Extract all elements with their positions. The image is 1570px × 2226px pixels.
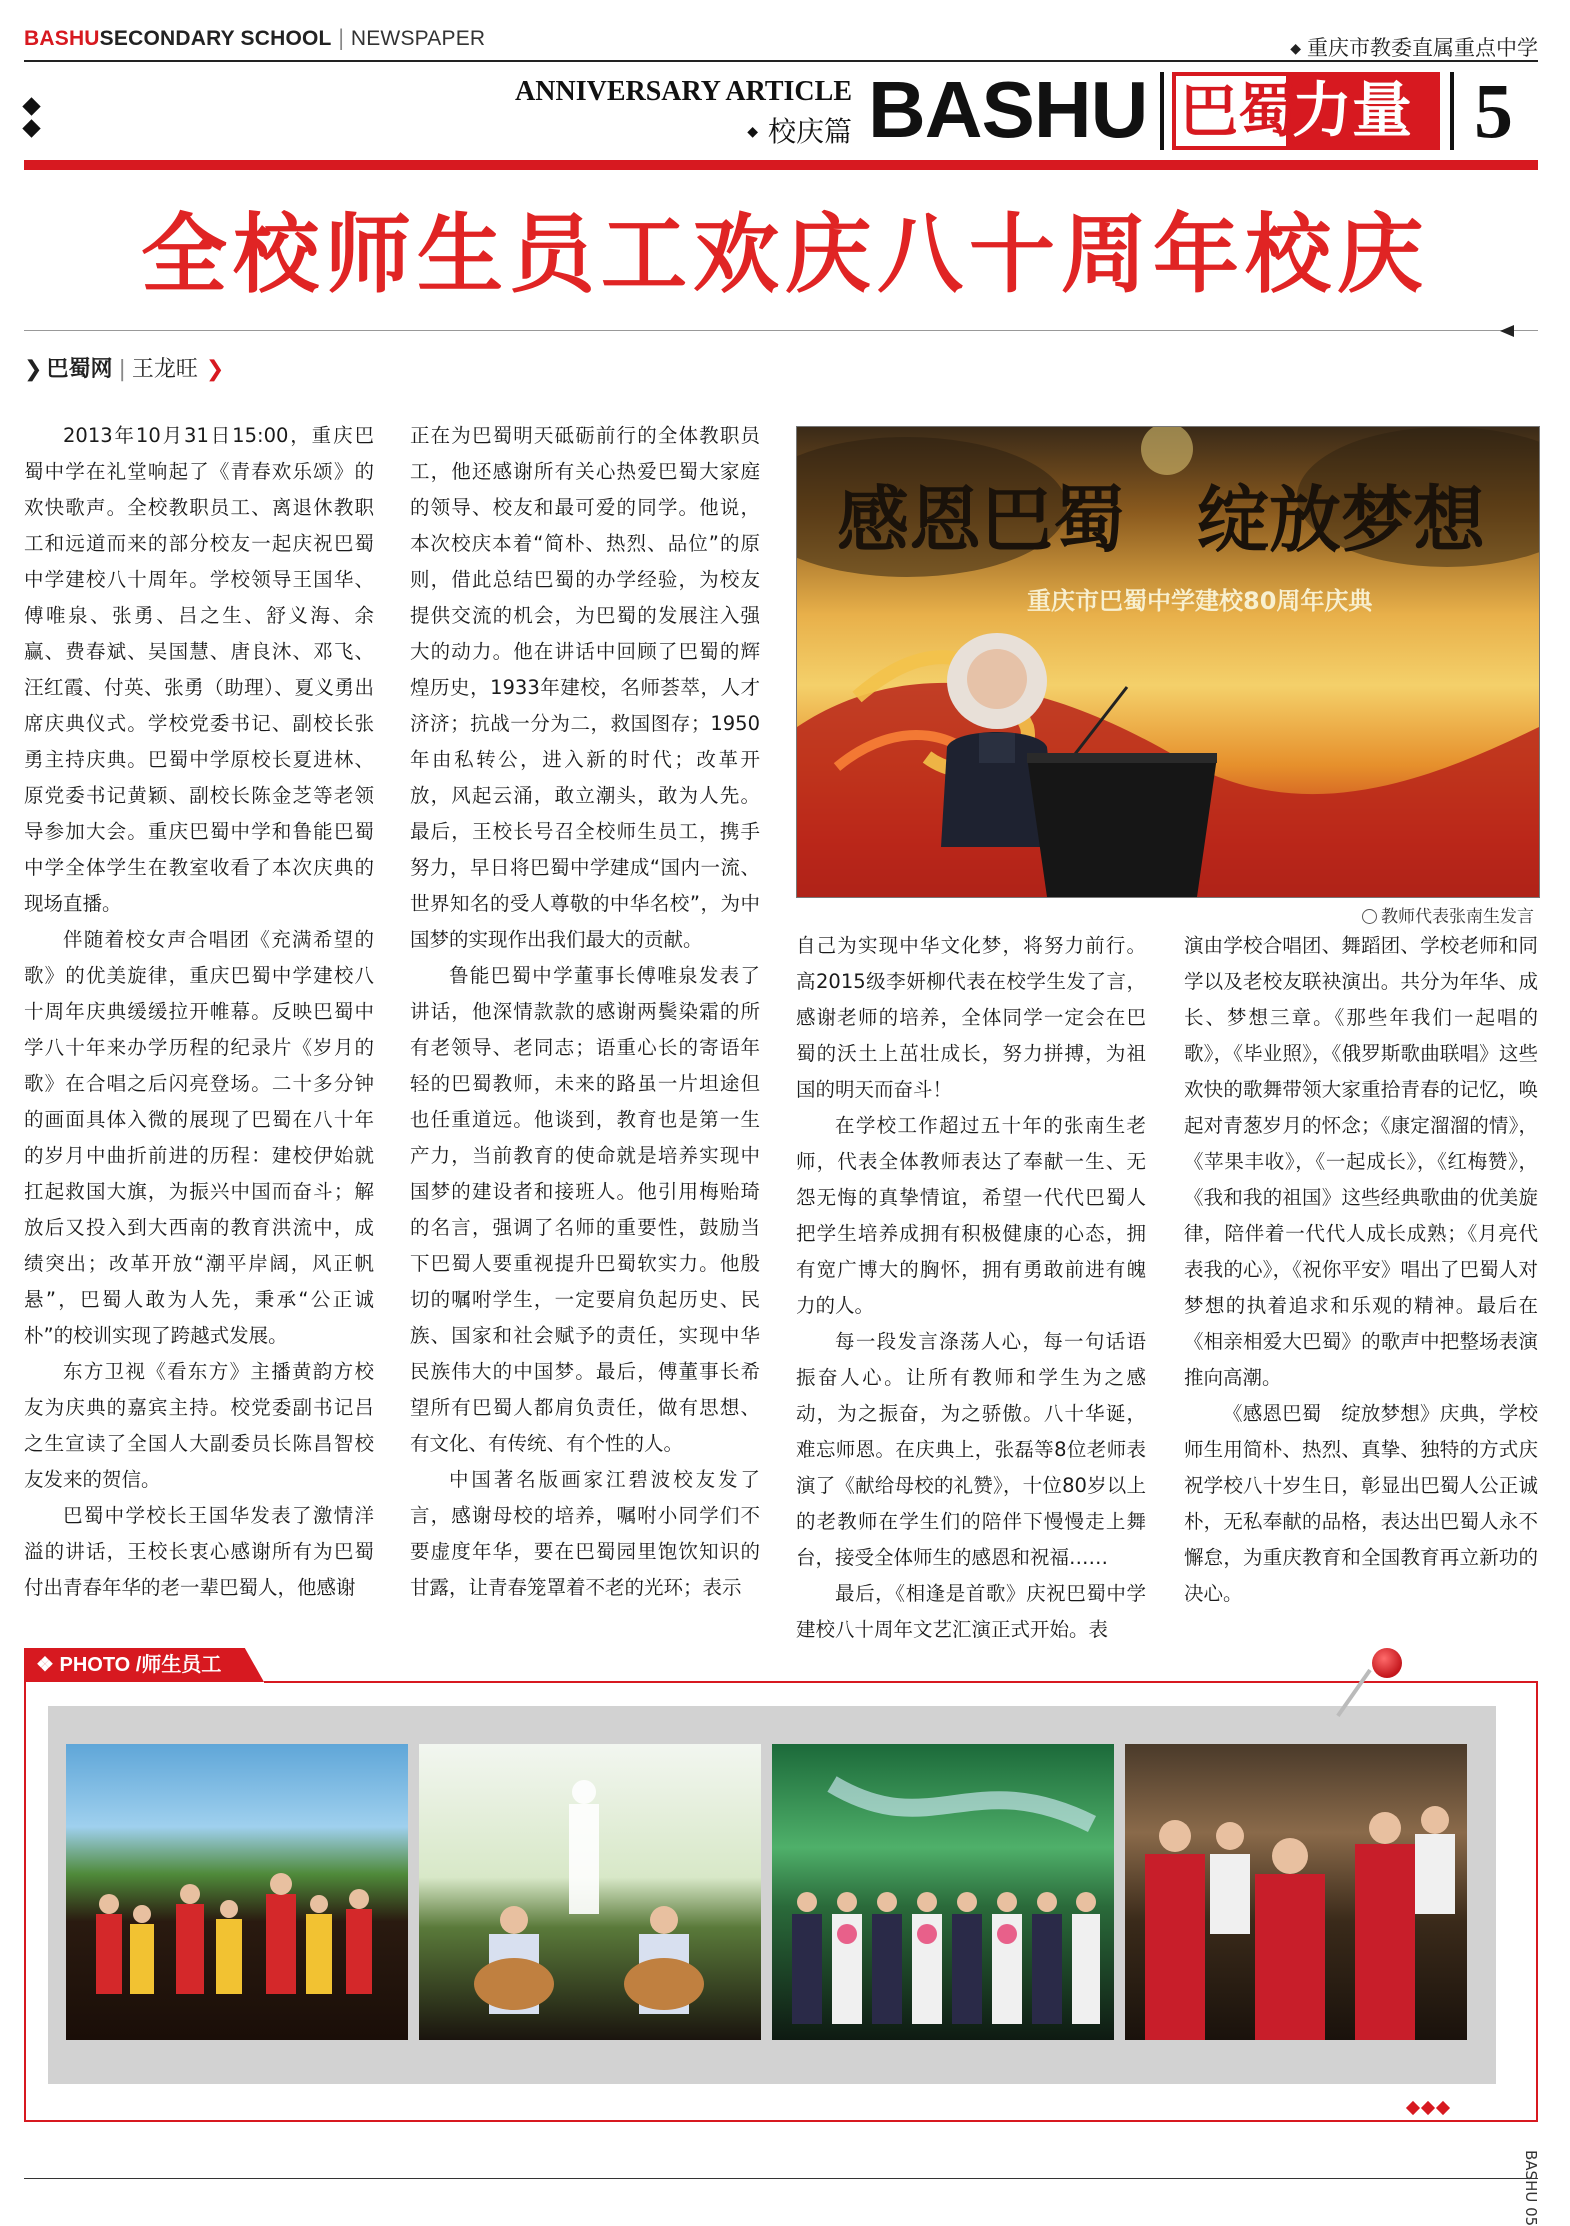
- byline-rule: [24, 330, 1538, 331]
- main-photo: [796, 426, 1540, 898]
- masthead-right-text: 重庆市教委直属重点中学: [1307, 36, 1538, 60]
- photo-strip-rule: [264, 1681, 1538, 1683]
- divider: [1160, 72, 1164, 150]
- byline-source: 巴蜀网: [46, 357, 113, 382]
- masthead-section: NEWSPAPER: [350, 27, 486, 50]
- article-column-4: [1184, 928, 1538, 1612]
- side-page-tag: BASHU 05: [1522, 2150, 1540, 2226]
- masthead-separator: |: [337, 26, 345, 50]
- diamond-ornament-icon: [22, 100, 42, 144]
- main-photo-illustration: [797, 427, 1539, 897]
- paragraph: 中国著名版画家江碧波校友发了言，感谢母校的培养，嘱咐小同学们不要虚度年华，要在巴蜀园里饱饮知识的甘露，让青春笼罩着不老的光环；表示: [410, 1468, 760, 1599]
- divider: [1450, 72, 1454, 150]
- photo-thumbnail-guitar: [419, 1744, 761, 2040]
- page-number: 5: [1474, 67, 1513, 154]
- paragraph: 正在为巴蜀明天砥砺前行的全体教职员工，他还感谢所有关心热爱巴蜀大家庭的领导、校友和最可爱的同学。他说，本次校庆本着“简朴、热烈、品位”的原则，借此总结巴蜀的办学经验，为校友提供交流的机会，为巴蜀的发展注入强大的动力。他在讲话中回顾了巴蜀的辉煌历史，1933年建校，名师荟萃，人才济济；抗战一分为二，救国图存；1950年由私转公，进入新的时代；改革开放，风起云涌，敢立潮头，敢为人先。最后，王校长号召全校师生员工，携手努力，早日将巴蜀中学建成“国内一流、世界知名的受人尊敬的中华名校”，为中国梦的实现作出我们最大的贡献。: [410, 424, 760, 951]
- masthead-right: [1290, 32, 1538, 62]
- anniversary-title-cn-text: 校庆篇: [767, 115, 852, 148]
- page-bottom-rule: [24, 2178, 1538, 2179]
- photo-strip-frame: [24, 1681, 26, 2121]
- byline: [24, 352, 224, 383]
- chevron-right-icon: ❯: [205, 357, 225, 382]
- photo-thumbnail-flowers: [772, 1744, 1114, 2040]
- red-rule: [24, 160, 1538, 170]
- photo-thumbnail-choir: [1125, 1744, 1467, 2040]
- anniversary-title-cn: [747, 110, 852, 150]
- bashu-wordmark: BASHU: [868, 65, 1148, 154]
- paragraph: 《感恩巴蜀 绽放梦想》庆典，学校师生用简朴、热烈、真挚、独特的方式庆祝学校八十岁生日，彰显出巴蜀人公正诚朴，无私奉献的品格，表达出巴蜀人永不懈怠，为重庆教育和全国教育再立新功的决心。: [1184, 1402, 1538, 1605]
- photo-banner-text: 感恩巴蜀 绽放梦想: [837, 477, 1486, 562]
- logo-left-text: 巴蜀: [1180, 77, 1297, 145]
- paragraph: 2013年10月31日15:00，重庆巴蜀中学在礼堂响起了《青春欢乐颂》的欢快歌声。全校教职员工、离退休教职工和远道而来的部分校友一起庆祝巴蜀中学建校八十周年。学校领导王国华、傅唯泉、张勇、吕之生、舒义海、余赢、费春斌、吴国慧、唐良沐、邓飞、汪红霞、付英、张勇（助理）、夏义勇出席庆典仪式。学校党委书记、副校长张勇主持庆典。巴蜀中学原校长夏进林、原党委书记黄颖、副校长陈金芝等老领导参加大会。重庆巴蜀中学和鲁能巴蜀中学全体学生在教室收看了本次庆典的现场直播。: [24, 424, 374, 915]
- paragraph: 东方卫视《看东方》主播黄韵方校友为庆典的嘉宾主持。校党委副书记吕之生宣读了全国人大副委员长陈昌智校友发来的贺信。: [24, 1360, 374, 1491]
- push-pin-icon: [1372, 1648, 1402, 1678]
- photo-section-label: ❖ PHOTO /师生员工: [36, 1654, 222, 1676]
- byline-separator: |: [118, 357, 126, 382]
- masthead-rule: [24, 60, 1538, 62]
- paragraph: 鲁能巴蜀中学董事长傅唯泉发表了讲话，他深情款款的感谢两鬓染霜的所有老领导、老同志；语重心长的寄语年轻的巴蜀教师，未来的路虽一片坦途但也任重道远。他谈到，教育也是第一生产力，当前教育的使命就是培养实现中国梦的建设者和接班人。他引用梅贻琦的名言，强调了名师的重要性，鼓励当下巴蜀人要重视提升巴蜀软实力。他殷切的嘱咐学生，一定要肩负起历史、民族、国家和社会赋予的责任，实现中华民族伟大的中国梦。最后，傅董事长希望所有巴蜀人都肩负责任，做有思想、有文化、有传统、有个性的人。: [410, 964, 760, 1455]
- byline-author: 王龙旺: [131, 357, 198, 382]
- masthead-school-black: SECONDARY SCHOOL: [99, 27, 332, 50]
- paragraph: 自己为实现中华文化梦，将努力前行。高2015级李妍柳代表在校学生发了言，感谢老师的培养，全体同学一定会在巴蜀的沃土上茁壮成长，努力拼搏，为祖国的明天而奋斗！: [796, 934, 1146, 1101]
- diamond-icon: ◆: [747, 124, 758, 140]
- paragraph: 每一段发言涤荡人心，每一句话语振奋人心。让所有教师和学生为之感动，为之振奋，为之骄傲。八十华诞，难忘师恩。在庆典上，张磊等8位老师表演了《献给母校的礼赞》，十位80岁以上的老教师在学生们的陪伴下慢慢走上舞台，接受全体师生的感恩和祝福……: [796, 1330, 1146, 1569]
- paragraph: 演由学校合唱团、舞蹈团、学校老师和同学以及老校友联袂演出。共分为年华、成长、梦想三章。《那些年我们一起唱的歌》，《毕业照》，《俄罗斯歌曲联唱》这些欢快的歌舞带领大家重拾青春的记忆，唤起对青葱岁月的怀念；《康定溜溜的情》，《苹果丰收》，《一起成长》，《红梅赞》，《我和我的祖国》这些经典歌曲的优美旋律，陪伴着一代代人成长成熟；《月亮代表我的心》，《祝你平安》唱出了巴蜀人对梦想的执着追求和乐观的精神。最后在《相亲相爱大巴蜀》的歌声中把整场表演推向高潮。: [1184, 934, 1538, 1389]
- article-column-3: [796, 928, 1146, 1648]
- diamond-icon: ◆: [1290, 41, 1301, 57]
- anniversary-title-en: ANNIVERSARY ARTICLE: [515, 76, 852, 107]
- article-headline: 全校师生员工欢庆八十周年校庆: [141, 205, 1429, 305]
- article-column-1: [24, 418, 374, 1606]
- paragraph: 伴随着校女声合唱团《充满希望的歌》的优美旋律，重庆巴蜀中学建校八十周年庆典缓缓拉开帷幕。反映巴蜀中学八十年来办学历程的纪录片《岁月的歌》在合唱之后闪亮登场。二十多分钟的画面具体入微的展现了巴蜀在八十年的岁月中曲折前进的历程：建校伊始就扛起救国大旗，为振兴中国而奋斗；解放后又投入到大西南的教育洪流中，成绩突出；改革开放“潮平岸阔，风正帆悬”，巴蜀人敢为人先，秉承“公正诚朴”的校训实现了跨越式发展。: [24, 928, 374, 1347]
- masthead-title: [24, 26, 485, 51]
- paragraph: 巴蜀中学校长王国华发表了激情洋溢的讲话，王校长衷心感谢所有为巴蜀付出青春年华的老一辈巴蜀人，他感谢: [24, 1504, 374, 1599]
- photo-caption: [1362, 902, 1534, 927]
- double-chevron-icon: ❯: [24, 357, 43, 382]
- arrow-left-icon: [1500, 325, 1514, 337]
- photo-subtitle-text: 重庆市巴蜀中学建校80周年庆典: [1027, 587, 1373, 615]
- masthead-school-red: BASHU: [24, 27, 100, 50]
- paragraph: 最后，《相逢是首歌》庆祝巴蜀中学建校八十周年文艺汇演正式开始。表: [796, 1582, 1146, 1641]
- paragraph: 在学校工作超过五十年的张南生老师，代表全体教师表达了奉献一生、无怨无悔的真挚情谊，希望一代代巴蜀人把学生培养成拥有积极健康的心态，拥有宽广博大的胸怀，拥有勇敢前进有魄力的人。: [796, 1114, 1146, 1317]
- photo-strip-frame: [1536, 1681, 1538, 2121]
- diamond-ornament-icon: [1408, 2098, 1453, 2117]
- photo-strip-frame: [24, 2120, 1538, 2122]
- photo-caption-text: 教师代表张南生发言: [1381, 907, 1534, 927]
- article-column-2: [410, 418, 760, 1606]
- logo-right-text: 力量: [1292, 76, 1412, 146]
- circle-icon: [1362, 909, 1377, 924]
- photo-thumbnail-dance: [66, 1744, 408, 2040]
